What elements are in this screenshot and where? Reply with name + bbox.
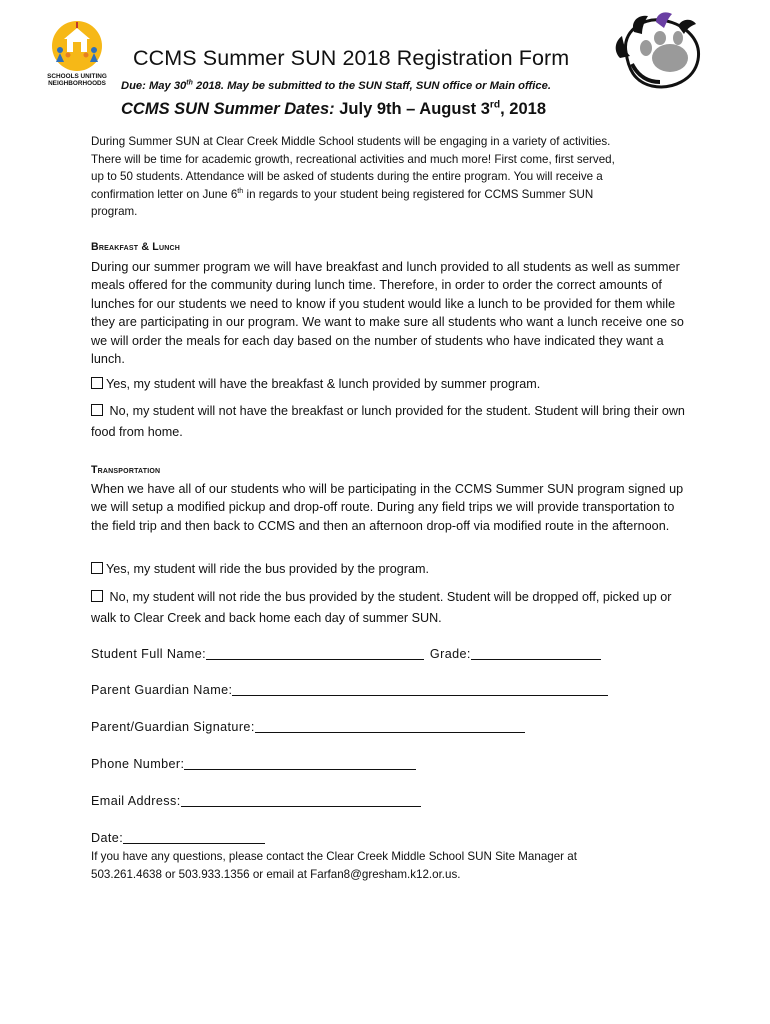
breakfast-no-label: No, my student will not have the breakfast or lunch provided for the student. Student will bring their own food from home. bbox=[91, 404, 685, 439]
transportation-heading: Transportation bbox=[91, 464, 161, 476]
logo-text-line1: SCHOOLS UNITING bbox=[47, 73, 107, 80]
bus-yes-checkbox[interactable] bbox=[91, 562, 103, 574]
due-ordinal: th bbox=[186, 79, 193, 87]
panther-logo bbox=[612, 12, 708, 94]
bus-no-checkbox[interactable] bbox=[91, 590, 103, 602]
intro-line bbox=[91, 186, 681, 204]
breakfast-yes-checkbox[interactable] bbox=[91, 377, 103, 389]
bus-no-label: No, my student will not ride the bus provided by the student. Student will be dropped off, picked up or walk to Clear Creek and back home each day of summer SUN. bbox=[91, 590, 672, 625]
student-name-row bbox=[91, 647, 601, 661]
parent-name-field[interactable] bbox=[232, 683, 608, 696]
dates-value-b: , 2018 bbox=[500, 100, 546, 118]
contact-note bbox=[91, 848, 691, 883]
page-title: CCMS Summer SUN 2018 Registration Form bbox=[133, 46, 570, 70]
intro-paragraph bbox=[91, 133, 681, 221]
date-label: Date: bbox=[91, 831, 124, 845]
contact-line: If you have any questions, please contact the Clear Creek Middle School SUN Site Manager at bbox=[91, 850, 577, 863]
intro-line: up to 50 students. Attendance will be asked of students during the entire program. You will receive a bbox=[91, 170, 603, 183]
signature-field[interactable] bbox=[255, 720, 525, 733]
bus-option-yes[interactable] bbox=[91, 559, 691, 580]
breakfast-paragraph: During our summer program we will have breakfast and lunch provided to all students as well as summer meals offered for the community during lunch time. Therefore, in order to order the correct amounts of lunches for our students we need to know if you student would like a lunch to be provided for them while they are participating in our program. We want to make sure all students who want a lunch receive one so we will order the meals for each day based on the number of students who have indicated they want a lunch. bbox=[91, 260, 684, 367]
email-row bbox=[91, 794, 421, 808]
student-name-field[interactable] bbox=[206, 647, 424, 660]
logo-text-line2: NEIGHBORHOODS bbox=[48, 80, 106, 87]
dates-ordinal: rd bbox=[489, 99, 501, 111]
intro-ordinal: th bbox=[237, 185, 244, 195]
due-prefix: Due: May 30 bbox=[121, 80, 187, 92]
date-field[interactable] bbox=[123, 831, 265, 844]
signature-label: Parent/Guardian Signature: bbox=[91, 720, 255, 734]
transportation-paragraph: When we have all of our students who will be participating in the CCMS Summer SUN program signed up we will setup a modified pickup and drop-off route. During any field trips we will provide transportation to the field trip and then back to CCMS and then an afternoon drop-off via modified route in the afternoon. bbox=[91, 482, 684, 533]
parent-name-row bbox=[91, 683, 608, 697]
breakfast-no-checkbox[interactable] bbox=[91, 404, 103, 416]
phone-label: Phone Number: bbox=[91, 757, 185, 771]
intro-line-part: confirmation letter on June 6 bbox=[91, 187, 238, 201]
email-field[interactable] bbox=[181, 794, 421, 807]
schools-uniting-neighborhoods-icon bbox=[34, 20, 120, 88]
parent-name-label: Parent Guardian Name: bbox=[91, 683, 233, 697]
dates-label: CCMS SUN Summer Dates: bbox=[121, 100, 335, 118]
dates-value-a: July 9th – August 3 bbox=[334, 100, 490, 118]
intro-line: There will be time for academic growth, recreational activities and much more! First come, first served, bbox=[91, 152, 615, 166]
phone-field[interactable] bbox=[184, 757, 416, 770]
signature-row bbox=[91, 720, 525, 734]
grade-field[interactable] bbox=[471, 647, 601, 660]
due-date-note bbox=[121, 80, 551, 92]
contact-line: 503.261.4638 or 503.933.1356 or email at Farfan8@gresham.k12.or.us. bbox=[91, 867, 461, 881]
student-name-label: Student Full Name: bbox=[91, 647, 206, 661]
breakfast-option-no[interactable] bbox=[91, 401, 691, 443]
breakfast-option-yes[interactable] bbox=[91, 374, 691, 395]
intro-line: program. bbox=[91, 205, 138, 218]
email-label: Email Address: bbox=[91, 794, 181, 808]
intro-line-part: in regards to your student being registered for CCMS Summer SUN bbox=[243, 187, 594, 201]
due-suffix: 2018. May be submitted to the SUN Staff, SUN office or Main office. bbox=[192, 80, 551, 92]
bus-yes-label: Yes, my student will ride the bus provided by the program. bbox=[106, 562, 429, 576]
breakfast-heading: Breakfast & Lunch bbox=[91, 241, 181, 253]
grade-label: Grade: bbox=[429, 647, 471, 661]
breakfast-yes-label: Yes, my student will have the breakfast & lunch provided by summer program. bbox=[106, 377, 541, 391]
sun-logo bbox=[34, 20, 120, 88]
intro-line: During Summer SUN at Clear Creek Middle School students will be engaging in a variety of activities. bbox=[91, 135, 611, 148]
phone-row bbox=[91, 757, 416, 771]
program-dates bbox=[121, 100, 546, 119]
panther-paw-icon bbox=[612, 12, 708, 94]
bus-option-no[interactable] bbox=[91, 587, 691, 629]
date-row bbox=[91, 831, 265, 845]
